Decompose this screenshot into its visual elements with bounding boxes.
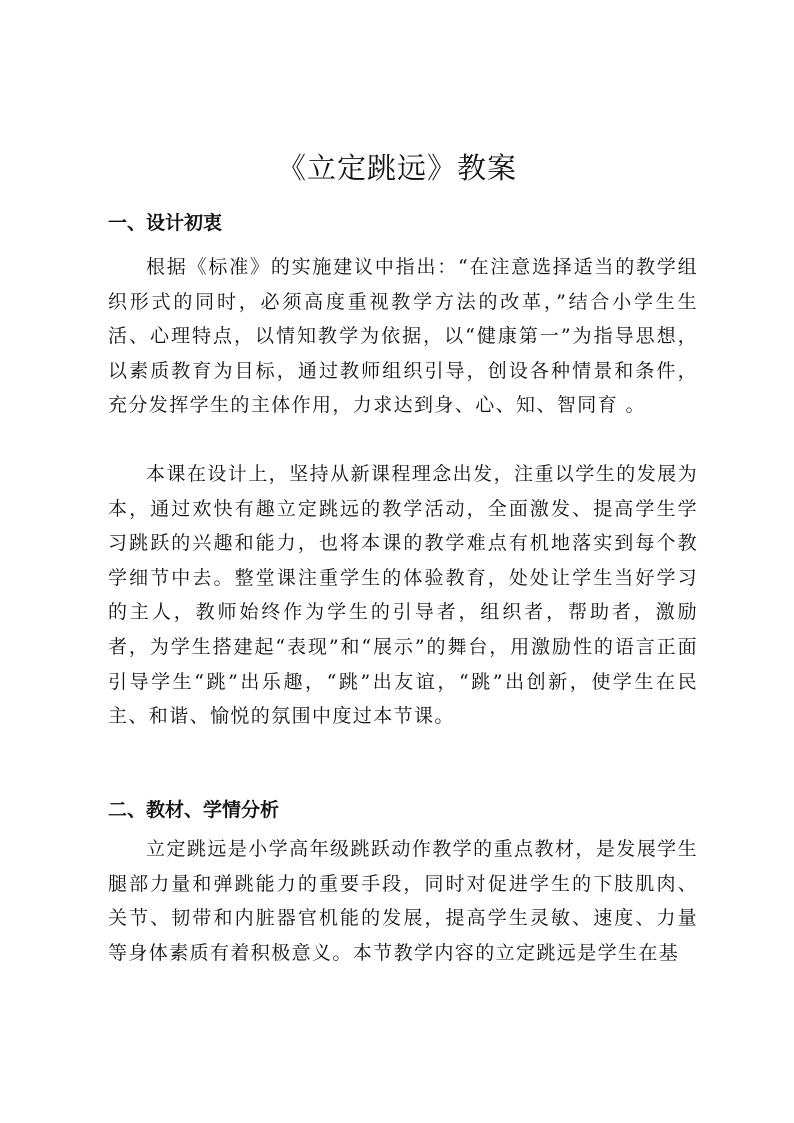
paragraph: 立定跳远是小学高年级跳跃动作教学的重点教材，是发展学生腿部力量和弹跳能力的重要手段，同时对促进学生的下肢肌肉、关节、韧带和内脏器官机能的发展，提高学生灵敏、速度、力量等身体素质有着积极意义。本节教学内容的立定跳远是学生在基 — [108, 838, 698, 964]
section-heading-design-intent: 一、设计初衷 — [108, 212, 223, 234]
paragraph: 本课在设计上，坚持从新课程理念出发，注重以学生的发展为本，通过欢快有趣立定跳远的教学活动，全面激发、提高学生学习跳跃的兴趣和能力，也将本课的教学难点有机地落实到每个教学细节中去。整堂课注重学生的体验教育，处处让学生当好学习的主人，教师始终作为学生的引导者，组织者，帮助者，激励者，为学生搭建起“表现”和“展示”的舞台，用激励性的语言正面引导学生“跳”出乐趣，“跳”出友谊，“跳”出创新，使学生在民主、和谐、愉悦的氛围中度过本节课。 — [108, 463, 698, 728]
section-heading-material-analysis: 二、教材、学情分析 — [108, 799, 280, 821]
paragraph: 根据《标准》的实施建议中指出：“在注意选择适当的教学组织形式的同时，必须高度重视教学方法的改革，”结合小学生生活、心理特点，以情知教学为依据，以“健康第一”为指导思想，以素质教育为目标，通过教师组织引导，创设各种情景和条件，充分发挥学生的主体作用，力求达到身、心、知、智同育 。 — [108, 256, 698, 417]
document-title: 《立定跳远》教案 — [276, 151, 517, 185]
